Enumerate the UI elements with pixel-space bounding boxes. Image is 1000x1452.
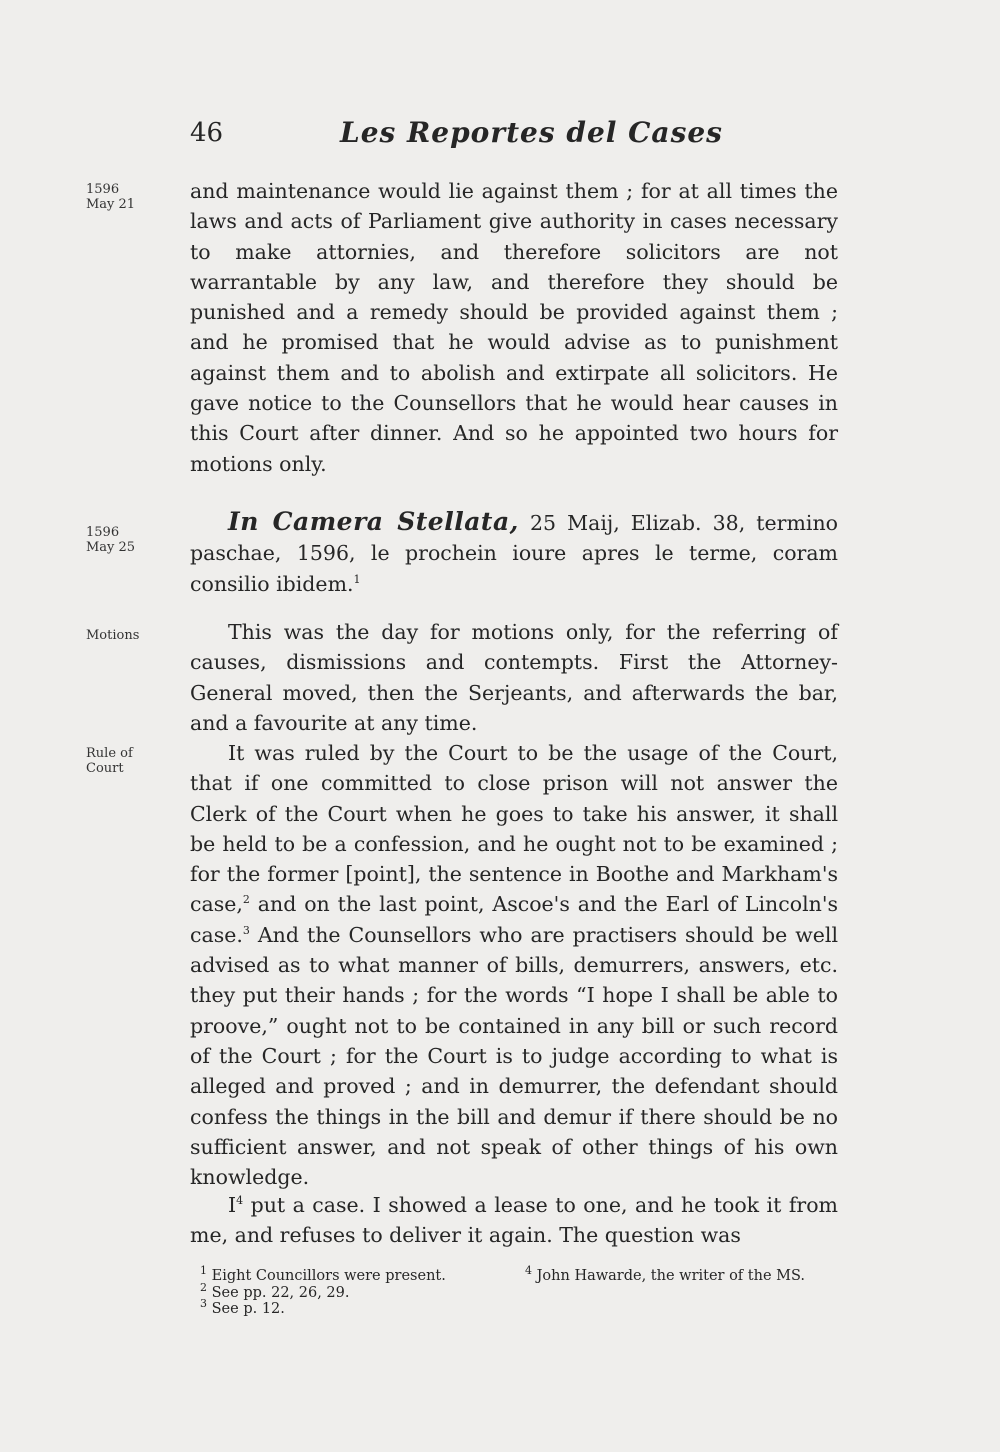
margin-note-rule-of-court: Rule of Court	[86, 746, 133, 776]
section-rest: 25 Maij, Elizab. 38, termino paschae, 1596, le prochein ioure apres le terme, coram consilio ibidem.	[190, 511, 839, 596]
footnote-ref[interactable]: 2	[242, 893, 250, 907]
paragraph-rule: It was ruled by the Court to be the usage of the Court, that if one committed to close prison will not answer the Clerk of the Court when he goes to take his answer, it shall be held to be a confession, and he ought not to be examined ; for the former [point], the sentence in Boothe and Markham's case,$^2$ and on the last point, Ascoe's and the Earl of Lincoln's case.$^3$ And the Counsellors who are practisers should be well advised as to what manner of bills, demurrers, answers, etc. they put their hands ; for the words “I hope I shall be able to proove,” ought not to be contained in any bill or such record of the Court ; for the Court is to judge according to what is alleged and proved ; and in demurrer, the defendant should confess the things in the bill and demur if there should be no sufficient answer, and not speak of other things of his own knowledge.	[190, 741, 838, 1190]
margin-day: May 21	[86, 197, 136, 212]
paragraph-case: $I^4$ put a case. I showed a lease to one, and he took it from me, and refuses to deliver it again. The question was	[190, 1193, 838, 1248]
running-title: Les Reportes del Cases	[340, 116, 723, 149]
margin-day: May 25	[86, 540, 136, 555]
margin-year: 1596	[86, 525, 120, 540]
footnote-2: $^2$ See pp. 22, 26, 29.	[200, 1280, 350, 1301]
margin-year: 1596	[86, 182, 120, 197]
section-title: In Camera Stellata,	[228, 507, 519, 536]
footnote-ref[interactable]: 3	[242, 923, 250, 937]
footnotes-left	[200, 1264, 510, 1318]
footnote-1: $^1$ Eight Councillors were present.	[200, 1264, 446, 1284]
section-heading	[190, 507, 838, 599]
paragraph-solicitors: and maintenance would lie against them ; for at all times the laws and acts of Parliament give authority in cases necessary to make attornies, and therefore solicitors are not warrantable by any law, and therefore they should be punished and a remedy should be provided against them ; and he promised that he would advise as to punishment against them and to abolish and extirpate all solicitors. He gave notice to the Counsellors that he would hear causes in this Court after dinner. And so he appointed two hours for motions only.	[190, 179, 838, 476]
page-number: 46	[190, 118, 224, 148]
footnote-3: $^3$ See p. 12.	[200, 1297, 285, 1317]
paragraph-motions: This was the day for motions only, for the referring of causes, dismissions and contempts. First the Attorney-General moved, then the Serjeants, and afterwards the bar, and a favourite at any time.	[190, 620, 838, 735]
margin-date-may-21	[86, 182, 166, 212]
footnote-ref[interactable]: 1	[353, 572, 361, 586]
margin-date-may-25	[86, 525, 166, 555]
page-header	[190, 118, 840, 158]
footnotes-right	[525, 1264, 845, 1285]
margin-note-motions: Motions	[86, 628, 140, 643]
footnote-ref[interactable]: 4	[236, 1194, 244, 1208]
footnote-4: $^4$ John Hawarde, the writer of the MS.	[525, 1264, 806, 1284]
